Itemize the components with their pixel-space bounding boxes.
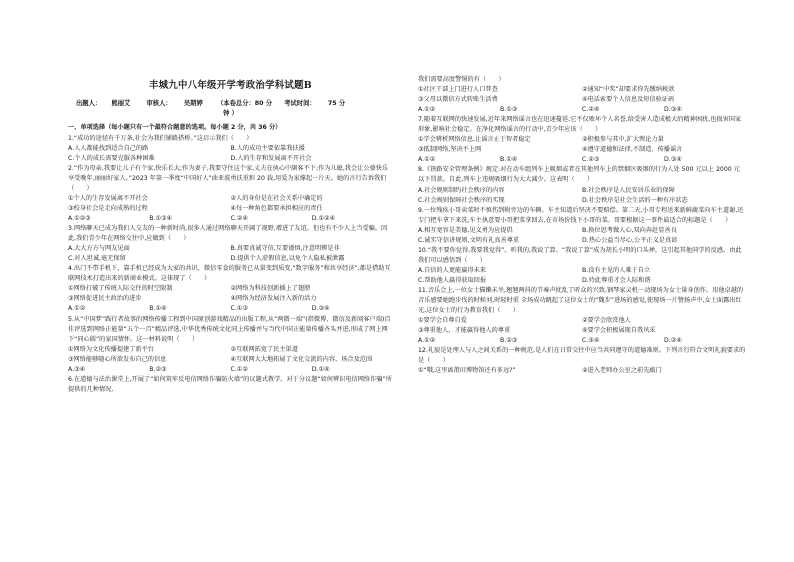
answer-option: C.①② xyxy=(230,365,248,373)
option-row xyxy=(418,196,746,206)
option-row xyxy=(68,355,393,365)
answer-option: ④遵守道德和法律,不制造、传播谣言 xyxy=(582,146,683,154)
question-stem: 10.“我不要你觉得,我要我觉得”。听我的,我说了算。“我说了算”成为胡长小明的口头禅，这引起其他同学的反感。由此我们可以感悟到（ ） xyxy=(418,246,742,264)
answer-option: A.相互宽容是美德,见义勇为应提倡 xyxy=(418,226,513,234)
answer-option: ①个人的生存发展离不开社会 xyxy=(68,194,148,202)
answer-option: ④电话索要个人信息及短信验证码 xyxy=(582,96,675,104)
answer-option: ①“哦,这里离莆田博物馆还有多远?” xyxy=(418,367,516,375)
score-note: （本卷总分：80 分 xyxy=(216,100,273,108)
answer-option: ①学会辨析网络信息,让谣言止于智者稳定 xyxy=(418,136,531,144)
answer-option: C.帮助他人赢得获取回报 xyxy=(418,276,487,284)
answer-option: B.②③ xyxy=(149,365,167,373)
answer-option: D.热心公益当尽心,公平正义是真谛 xyxy=(582,236,678,244)
answer-option: A.①② xyxy=(68,305,86,313)
answer-option: B.换位思考做人心,双向奔赴显善良 xyxy=(582,226,677,234)
question-stem: 1.“成功的途径有千万条,社会为我们铺路搭桥。”这启示我们（ ） xyxy=(68,134,253,142)
answer-option: D.③④ xyxy=(664,106,682,114)
answer-option: ②进入老师办公室之前先敲门 xyxy=(582,367,662,375)
answer-option: B.①③④ xyxy=(149,215,173,223)
answer-option: ②积极参与其中,扩大舆论力量 xyxy=(582,136,664,144)
left-column xyxy=(68,78,393,395)
answer-option: B.没有主见的人难于自立 xyxy=(582,266,651,274)
answer-option: ④互联网大大地拓展了文化交流的内容、场合及范围 xyxy=(230,355,373,363)
option-row xyxy=(418,276,746,286)
question-stem: 8.《铁路安全管理条例》规定:对在动车组列车上吸烟或者在其他列车上的禁烟区吸烟的行为人处 500 元以上 2000 元以下罚款。自此,列车上违规吸烟行为大大减少。这表明（ ） xyxy=(418,166,740,184)
answer-option: ④网络为经济发展注入新的活力 xyxy=(230,295,317,303)
answer-option: A.社会规则制约社会秩序的内容 xyxy=(418,186,505,194)
answer-option: ③尊重他人，才能赢得他人的尊重 xyxy=(418,327,511,335)
answer-option: ②通知“中奖”却要求你先缴纳税款 xyxy=(582,86,675,94)
option-row xyxy=(418,236,746,246)
option-row xyxy=(68,284,393,294)
answer-option: ④要学会积极展现自我风采 xyxy=(582,327,656,335)
option-row xyxy=(418,85,746,95)
option-row xyxy=(68,244,393,254)
reviewer-name: 吴期婷 xyxy=(183,100,203,108)
question-stem: 12.礼貌是处理人与人之间关系的一种规范,是人们在日常交往中应当共同遵守的道德准则。下列言行符合文明礼貌要求的是（ ） xyxy=(418,347,746,365)
question-stem: 9.一位残疾小哥卖菜时不慎伤到附旁边的车辆。车主知道后坚决不要赔偿。第二天,小哥专程送来新鲜蔬菜向车主道谢,还专门把车拿下来洗,车主执意要小哥把菜拿回去,在市场价钱下小哥的菜。哥要根据这一事件最适合的标题是（ ） xyxy=(418,206,744,224)
author-label: 出题人： xyxy=(76,100,102,108)
option-row xyxy=(418,366,746,376)
answer-option: B.人的成功主要依靠我扶援 xyxy=(230,144,305,152)
exam-meta-end: 钟 ） xyxy=(223,110,238,118)
answer-option: B.②③ xyxy=(500,337,518,345)
answer-option: D.③④ xyxy=(664,156,682,164)
right-questions xyxy=(418,75,746,376)
section-heading: 一、单项选择（每小题只有一个最符合题意的选项。每小题 2 分，共 36 分） xyxy=(68,123,282,131)
answer-option: D.人的生存和发展离不开社会 xyxy=(230,154,312,162)
answer-option: C.②④ xyxy=(230,215,248,223)
answer-option: A.①②③ xyxy=(68,215,91,223)
option-row xyxy=(68,254,393,264)
question-stem: 5.从“中国梦”践行者故事的网络传播工程到中国原创游戏精品的出版工程,从“两微一端”(指微博、微信及新闻客户端)百佳评选到网络正能量“五个一百”精品评选,中华优秀传统文化同上传播并与当代中国正能量传播齐头并进,形成了网上网下“同心圆”的家国情怀。这一材料说明（ ） xyxy=(68,315,391,343)
option-row xyxy=(418,155,746,165)
answer-option: ①要学会自尊自爱 xyxy=(418,317,467,325)
option-row xyxy=(68,304,393,314)
answer-option: ②要学会欣赏他人 xyxy=(582,317,631,325)
answer-option: A.①② xyxy=(418,156,436,164)
answer-option: B.社会秩序是人民安居乐业的保障 xyxy=(582,186,675,194)
author-name: 熊丽艾 xyxy=(111,100,131,108)
answer-option: C.②③ xyxy=(582,156,600,164)
answer-option: ④每一种角色都要承担相应的责任 xyxy=(230,204,323,212)
answer-option: A.人人都能找到适合自己的路 xyxy=(68,144,149,152)
question-stem: 2.“作为母亲,我要让儿子有个家,快乐长大;作为妻子,我要守住这个家,丈夫在执心中副客不下;作为儿媳,我会让公婆快乐享受晚年,丽丽好家人。”2023 年第一季度“中国好人”曲亚波勇扶重担 20 载,用爱为家撑起一片天。她的言行告诉我们（ ） xyxy=(68,164,389,192)
question-stem: 我们需要高度警惕的有（ ） xyxy=(418,76,505,83)
question-stem: 7.随着互联网的快速发展,近年来网络谣言也在迅速蔓延,它不仅败坏个人名誉,给受害人造成极大的精神困扰,也损害国家形象,影响社会稳定。在净化网络谣言的行动中,青少年应该（ ） xyxy=(418,116,742,134)
answer-option: D.②④ xyxy=(664,337,682,345)
option-row xyxy=(418,326,746,336)
option-row xyxy=(418,336,746,346)
answer-option: B.①③ xyxy=(500,106,518,114)
answer-option: ②网络为科技创新插上了翅膀 xyxy=(230,285,311,293)
answer-option: A.①② xyxy=(418,337,436,345)
answer-option: ③网络能够随心所欲发布自己的信息 xyxy=(68,355,167,363)
answer-option: ①社区干部上门进行人口普查 xyxy=(418,86,498,94)
answer-option: A.大大方方与网友见面 xyxy=(68,245,130,253)
option-row xyxy=(68,294,393,304)
answer-option: C.社会规则保障社会秩序的实现 xyxy=(418,196,505,204)
answer-option: C.③④ xyxy=(582,337,600,345)
option-row xyxy=(68,194,393,204)
option-row xyxy=(68,214,393,224)
answer-option: D.社会秩序是社会生活的一种有序状态 xyxy=(582,196,688,204)
option-row xyxy=(418,135,746,145)
answer-option: C.对人坦诚,毫无保留 xyxy=(68,255,126,263)
answer-option: ③父母以微信方式转账生活费 xyxy=(418,96,498,104)
question-stem: 11.音乐会上,一位女士猫懒未坐,翘翘两抖的节奏声扰乱了听众的兴致,钢琴家灵机一动现场为女士量身创作。用他卓越的音乐感要她跑步伐的时候刘,时轻时重 全场成功跳起了这位女士的“魏步”进场的感觉,使现场一片赞扬声中,女士面露出红光,这位女士的行为教育我们（ ） xyxy=(418,286,744,315)
reviewer-label: 审核人： xyxy=(146,100,172,108)
option-row xyxy=(68,365,393,375)
option-row xyxy=(418,316,746,326)
time-value: 75 分 xyxy=(327,100,346,108)
answer-option: D.①②④ xyxy=(311,215,336,223)
option-row xyxy=(418,145,746,155)
answer-option: ③抵制网络,坚决不上网 xyxy=(418,146,482,154)
answer-option: ③网络促进民主政治的进步 xyxy=(68,295,142,303)
option-row xyxy=(418,105,746,115)
answer-option: ②人的身份是在社会关系中确定的 xyxy=(230,194,323,202)
answer-option: D.待此尊重才会人际和谐 xyxy=(582,276,651,284)
option-row xyxy=(418,186,746,196)
question-stem: 3.网络聊天已成为我们人交友的一种新时尚,很多人通过网络聊天开阔了视野,增进了友谊。但也有不少人上当受骗。因此,我们青少年在网络交往中,应做到（ ） xyxy=(68,225,388,243)
time-label: 考试时间： xyxy=(284,100,316,108)
answer-option: A.③④ xyxy=(68,365,86,373)
option-row xyxy=(68,204,393,214)
option-row xyxy=(418,226,746,236)
answer-option: A.①② xyxy=(418,106,436,114)
answer-option: ②互联网拓宽了民主渠道 xyxy=(230,345,298,353)
option-row xyxy=(418,266,746,276)
exam-title: 丰城九中八年级开学考政治学科试题B xyxy=(148,80,313,91)
answer-option: ③校身社会是走向成熟的过程 xyxy=(68,204,148,212)
answer-option: ①网络为文化传播提建了新平台 xyxy=(68,345,154,353)
answer-option: C.①③ xyxy=(230,305,248,313)
answer-option: B.真要真诚守信,互要谨慎,注意明辨是非 xyxy=(230,245,340,253)
answer-option: A.自信的人更能赢得未来 xyxy=(418,266,486,274)
answer-option: ①网络打破了传统人际交往的时空限制 xyxy=(68,285,173,293)
answer-option: C.个人的成长需要克服各种困难 xyxy=(68,154,155,162)
option-row xyxy=(68,154,393,164)
option-row xyxy=(68,144,393,154)
option-row xyxy=(68,345,393,355)
question-stem: 4.出门不带手机下，靠手机已经成为大家的共识，微信零食的服务已从量变到质变,“数字服务”和共享经济”,都是借助互联网技术打造出来的新商业模式。这体现了（ ） xyxy=(68,265,391,283)
question-stem: 6.在道德与法治课堂上,开展了“如何筑牢反电信网络诈骗防火墙”的议题式教学。对于分议题“如何辨识电信网络诈骗”所提供的几种情况, xyxy=(68,375,392,393)
exam-meta-line xyxy=(68,99,393,109)
right-column xyxy=(418,75,746,376)
answer-option: B.①④ xyxy=(149,305,167,313)
answer-option: C.诚实守信讲规则,文明有礼真善尊重 xyxy=(418,236,520,244)
option-row xyxy=(418,95,746,105)
answer-option: C.②④ xyxy=(582,106,600,114)
left-questions xyxy=(68,134,393,395)
answer-option: D.①④ xyxy=(311,365,330,373)
answer-option: D.③④ xyxy=(311,305,330,313)
answer-option: B.①④ xyxy=(500,156,518,164)
answer-option: D.提供个人虚假信息,以免个人隐私被泄露 xyxy=(230,255,345,263)
